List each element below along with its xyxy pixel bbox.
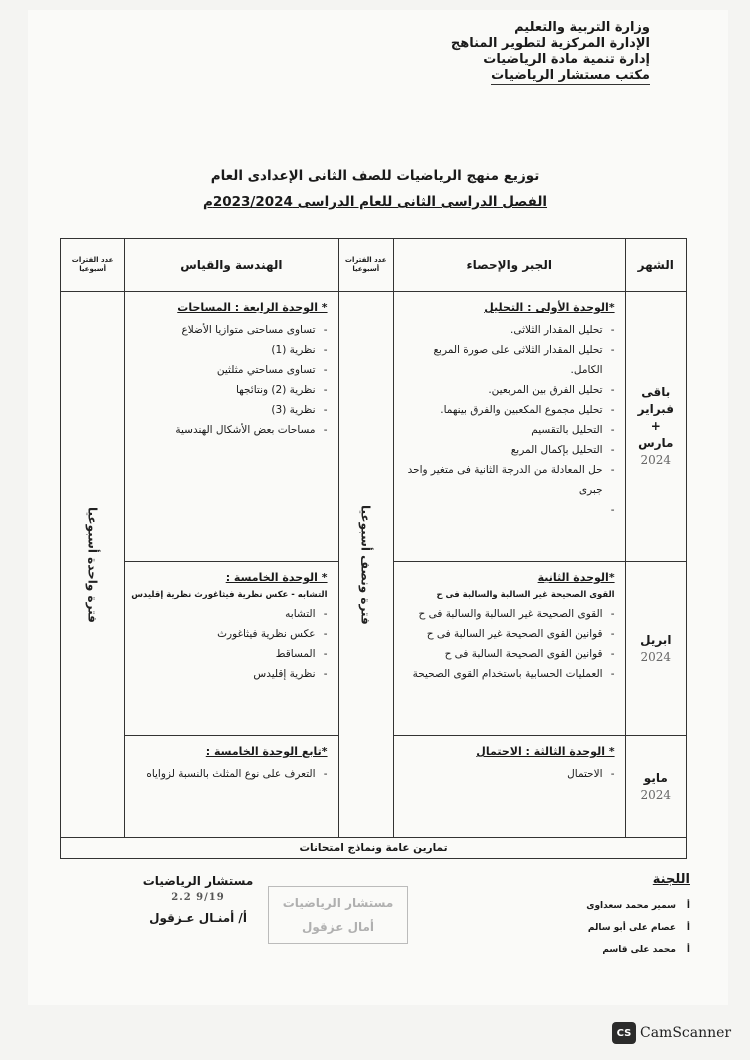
month-header: الشهر [625, 239, 686, 292]
unit-subheading: القوى الصحيحة غير السالبة والسالبة فى ح [436, 590, 615, 600]
unit-heading: *الوحدة الأولى : التحليل [484, 301, 615, 314]
header-line: إدارة تنمية مادة الرياضيات [483, 52, 650, 67]
geometry-unit [125, 736, 338, 838]
unit-subheading: التشابه - عكس نظرية فيثاغورث نظرية إقليدس [131, 590, 328, 600]
list-item: - التحليل بإكمال المربع [400, 440, 603, 460]
list-item: - تساوى مساحتي مثلثين [131, 360, 315, 380]
camscanner-watermark [612, 1022, 731, 1044]
header-line: الإدارة المركزية لتطوير المناهج [450, 36, 650, 51]
ministry-header [451, 20, 650, 85]
advisor-signature-block [128, 874, 268, 925]
list-item: - قوانين القوى الصحيحة السالبة فى ح [400, 644, 603, 664]
periods-header-algebra: عدد الفترات أسبوعيا [338, 239, 393, 292]
handwritten-signature: 9/19 2.2 [171, 892, 225, 903]
month-cell: ابريل 2024 [625, 562, 686, 736]
unit-heading: *الوحدة الثانية [537, 571, 615, 584]
periods-algebra: فترة ونصف أسبوعيا [358, 504, 373, 625]
periods-header-geometry: عدد الفترات أسبوعيا [61, 239, 125, 292]
list-item: - تساوى مساحتى متوازيا الأضلاع [131, 320, 315, 340]
committee-heading: اللجنة [652, 872, 690, 887]
list-item: - نظرية إقليدس [131, 664, 315, 684]
header-line: وزارة التربية والتعليم [514, 20, 650, 35]
list-item: - تحليل المقدار الثلاثى. [400, 320, 603, 340]
committee-member: أمحمد على قاسم [602, 945, 690, 955]
camscanner-icon: CS [612, 1022, 636, 1044]
list-item: - مساحات بعض الأشكال الهندسية [131, 420, 315, 440]
committee-block [586, 872, 690, 961]
list-item: - التحليل بالتقسيم [400, 420, 603, 440]
algebra-unit [393, 292, 625, 562]
camscanner-label: CamScanner [640, 1025, 732, 1041]
table-footer: تمارين عامة ونماذج امتحانات [61, 838, 687, 859]
advisor-title: مستشار الرياضيات [142, 874, 254, 888]
committee-member: أعصام على أبو سالم [587, 923, 690, 933]
periods-geometry-cell [61, 292, 125, 838]
periods-geometry: فترة واحدة أسبوعيا [85, 506, 100, 623]
list-item: - عكس نظرية فيثاغورث [131, 624, 315, 644]
list-item: - التشابه [131, 604, 315, 624]
header-line: مكتب مستشار الرياضيات [491, 68, 650, 83]
algebra-unit [393, 736, 625, 838]
list-item: - القوى الصحيحة غير السالبة والسالبة فى ح [400, 604, 603, 624]
official-stamp: مستشار الرياضيات أمال عزقول [268, 886, 408, 944]
geometry-unit [125, 562, 338, 736]
list-item: - نظرية (3) [131, 400, 315, 420]
unit-heading: * الوحدة الثالثة : الاحتمال [476, 745, 615, 758]
document-subtitle: الفصل الدراسى الثانى للعام الدراسى 2023/2024م [202, 194, 548, 210]
list-item: - تحليل الفرق بين المربعين. [400, 380, 603, 400]
list-item: - نظرية (1) [131, 340, 315, 360]
list-item: - حل المعادلة من الدرجة الثانية فى متغير واحد جبرى [400, 460, 603, 500]
committee-member: أسمير محمد سعداوى [586, 901, 690, 911]
list-item: - قوانين القوى الصحيحة غير السالبة فى ح [400, 624, 603, 644]
advisor-name: أ/ أمنـال عـزقول [149, 911, 247, 925]
algebra-header: الجبر والإحصاء [393, 239, 625, 292]
month-cell: مايو 2024 [625, 736, 686, 838]
geometry-unit [125, 292, 338, 562]
list-item: - الاحتمال [400, 764, 603, 784]
unit-heading: *تابع الوحدة الخامسة : [205, 745, 328, 758]
list-item: - نظرية (2) ونتائجها [131, 380, 315, 400]
unit-heading: * الوحدة الرابعة : المساحات [177, 301, 328, 314]
footer-row [61, 838, 687, 859]
periods-algebra-cell [338, 292, 393, 838]
list-item: - المساقط [131, 644, 315, 664]
header-row [61, 239, 687, 292]
list-item: - التعرف على نوع المثلث بالنسبة لزواياه [131, 764, 315, 784]
month-cell: باقى فبراير + مارس 2024 [625, 292, 686, 562]
list-item: - العمليات الحسابية باستخدام القوى الصحيحة [400, 664, 603, 684]
geometry-header: الهندسة والقياس [125, 239, 338, 292]
table-row [61, 292, 687, 562]
list-item: - تحليل المقدار الثلاثى على صورة المربع الكامل. [400, 340, 603, 380]
list-item: - تحليل مجموع المكعبين والفرق بينهما. [400, 400, 603, 420]
algebra-unit [393, 562, 625, 736]
curriculum-table [60, 238, 687, 859]
unit-heading: * الوحدة الخامسة : [225, 571, 328, 584]
document-title: توزيع منهج الرياضيات للصف الثانى الإعدادى العام [210, 168, 540, 184]
